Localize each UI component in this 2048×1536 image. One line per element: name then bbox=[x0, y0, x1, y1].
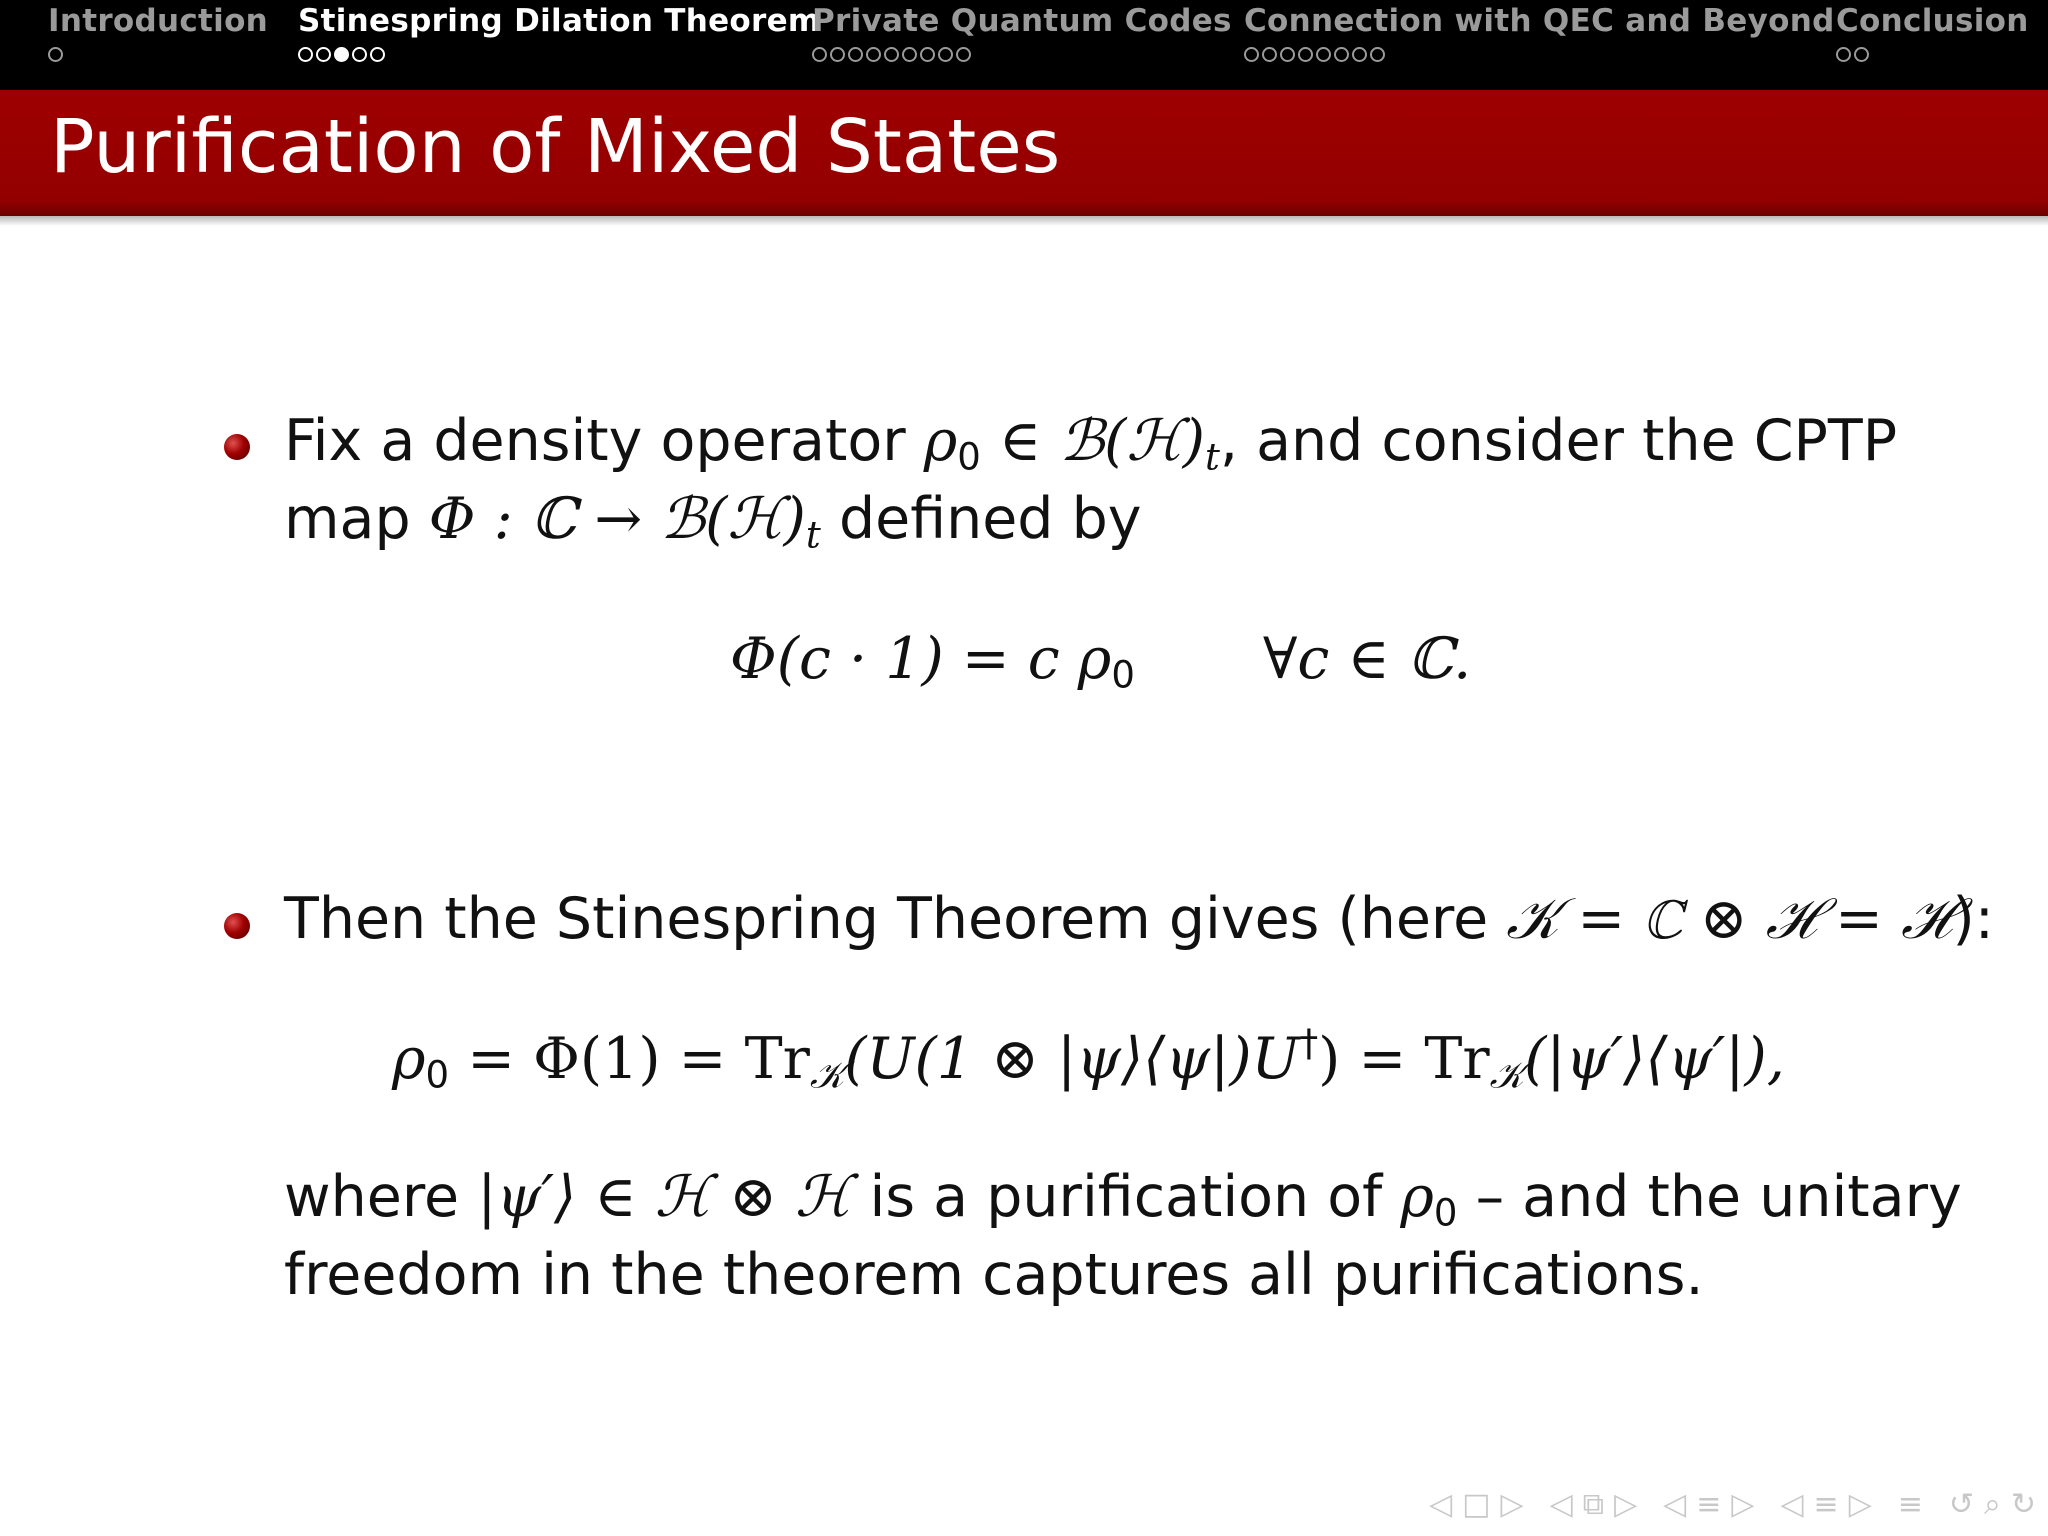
nav-section-5[interactable] bbox=[1836, 3, 2029, 67]
math-bounded-operators: ℬ bbox=[1059, 408, 1105, 474]
nav-slide-dot[interactable] bbox=[298, 47, 313, 62]
text-run: where bbox=[284, 1164, 460, 1230]
text-run: Then the Stinespring Theorem gives (here bbox=[284, 886, 1489, 952]
nav-slide-dot[interactable] bbox=[884, 47, 899, 62]
navigation-symbols bbox=[1429, 1484, 2036, 1524]
nav-slide-dot[interactable] bbox=[1316, 47, 1331, 62]
section-navigation-bar bbox=[0, 0, 2048, 90]
math-run: (|ψ′⟩⟨ψ′|), bbox=[1524, 1026, 1785, 1092]
nav-section-title[interactable]: Private Quantum Codes bbox=[812, 3, 1232, 39]
nav-slide-dot[interactable] bbox=[1836, 47, 1851, 62]
text-run: , and consider the CPTP bbox=[1219, 408, 1898, 474]
math-rho: ρ bbox=[392, 1026, 426, 1092]
paragraph-line-2: freedom in the theorem captures all purifications. bbox=[284, 1242, 1704, 1308]
bullet-2-line-1 bbox=[284, 886, 1994, 953]
nav-section-3[interactable] bbox=[812, 3, 1232, 67]
nav-slide-dots bbox=[1836, 47, 2029, 67]
nav-slide-dots bbox=[812, 47, 1232, 67]
math-run: = Φ(1) = Tr bbox=[467, 1026, 810, 1092]
nav-slide-dot[interactable] bbox=[866, 47, 881, 62]
math-element-of: ∈ bbox=[998, 408, 1042, 474]
nav-section-title[interactable]: Stinespring Dilation Theorem bbox=[298, 3, 821, 39]
nav-slide-dot[interactable] bbox=[1280, 47, 1295, 62]
title-bar-shadow bbox=[0, 216, 2048, 226]
nav-slide-dot[interactable] bbox=[1352, 47, 1367, 62]
paragraph-line-1 bbox=[284, 1164, 1962, 1235]
bullet-marker bbox=[224, 913, 250, 939]
nav-subsection-icon[interactable]: ⧉ bbox=[1582, 1486, 1605, 1522]
text-run: Fix a density operator bbox=[284, 408, 906, 474]
math-subscript: 𝒦 bbox=[809, 1053, 845, 1097]
nav-next-frame-icon[interactable]: ▷ bbox=[1500, 1486, 1524, 1522]
nav-section-title[interactable]: Conclusion bbox=[1836, 3, 2029, 39]
equation-lhs: Φ(c · 1) = c ρ bbox=[730, 626, 1112, 692]
nav-back-icon[interactable]: ↺ bbox=[1948, 1486, 1975, 1522]
math-inline: |ψ′⟩ ∈ ℋ ⊗ ℋ bbox=[477, 1164, 852, 1230]
math-subscript: 0 bbox=[957, 435, 981, 479]
math-superscript: † bbox=[1299, 1021, 1319, 1065]
nav-slide-dot[interactable] bbox=[1244, 47, 1259, 62]
math-run: ) = Tr bbox=[1318, 1026, 1490, 1092]
nav-slide-dot[interactable] bbox=[1334, 47, 1349, 62]
math-subscript: 0 bbox=[1433, 1191, 1458, 1235]
nav-section-4[interactable] bbox=[1244, 3, 1835, 67]
text-run: – and the unitary bbox=[1475, 1164, 1962, 1230]
math-subscript: 0 bbox=[1111, 653, 1135, 697]
nav-next-section-icon[interactable]: ▷ bbox=[1731, 1486, 1755, 1522]
nav-slide-dot[interactable] bbox=[1370, 47, 1385, 62]
math-rho: ρ bbox=[923, 408, 958, 474]
nav-section-title[interactable]: Connection with QEC and Beyond bbox=[1244, 3, 1835, 39]
nav-slide-dot[interactable] bbox=[956, 47, 971, 62]
nav-slide-dot-current[interactable] bbox=[334, 47, 349, 62]
equation-quantifier: ∀c ∈ ℂ. bbox=[1263, 626, 1472, 692]
nav-slide-dots bbox=[1244, 47, 1835, 67]
nav-next-doc-icon[interactable]: ▷ bbox=[1848, 1486, 1872, 1522]
nav-section-title[interactable]: Introduction bbox=[48, 3, 269, 39]
nav-prev-doc-icon[interactable]: ◁ bbox=[1780, 1486, 1804, 1522]
nav-section-icon[interactable]: ≡ bbox=[1696, 1486, 1722, 1522]
frame-title: Purification of Mixed States bbox=[50, 104, 1061, 190]
nav-slide-dot[interactable] bbox=[920, 47, 935, 62]
nav-slide-dot[interactable] bbox=[316, 47, 331, 62]
nav-slide-dots bbox=[298, 47, 821, 67]
text-run: defined by bbox=[838, 486, 1142, 552]
math-subscript: t bbox=[805, 513, 821, 557]
nav-search-icon[interactable]: ⌕ bbox=[1984, 1486, 2001, 1522]
equation-2 bbox=[392, 1021, 1785, 1097]
nav-frame-icon[interactable]: □ bbox=[1462, 1486, 1491, 1522]
bullet-marker bbox=[224, 434, 250, 460]
nav-slide-dots bbox=[48, 47, 268, 67]
equation-1 bbox=[730, 626, 1472, 697]
nav-slide-dot[interactable] bbox=[938, 47, 953, 62]
nav-section-1[interactable] bbox=[48, 3, 268, 67]
math-subscript: 𝒦 bbox=[1489, 1053, 1525, 1097]
nav-prev-subsection-icon[interactable]: ◁ bbox=[1549, 1486, 1573, 1522]
bullet-1-line-2 bbox=[284, 486, 1142, 557]
text-run: is a purification of bbox=[869, 1164, 1383, 1230]
text-run: map bbox=[284, 486, 411, 552]
nav-slide-dot[interactable] bbox=[830, 47, 845, 62]
nav-next-subsection-icon[interactable]: ▷ bbox=[1614, 1486, 1638, 1522]
bullet-1-line-1 bbox=[284, 408, 1898, 479]
nav-slide-dot[interactable] bbox=[352, 47, 367, 62]
nav-slide-dot[interactable] bbox=[48, 47, 63, 62]
text-run: ): bbox=[1952, 886, 1994, 952]
nav-slide-dot[interactable] bbox=[1262, 47, 1277, 62]
nav-doc-icon[interactable]: ≡ bbox=[1813, 1486, 1839, 1522]
nav-slide-dot[interactable] bbox=[812, 47, 827, 62]
nav-slide-dot[interactable] bbox=[902, 47, 917, 62]
math-map: Φ : ℂ → ℬ(ℋ) bbox=[428, 486, 806, 552]
nav-prev-section-icon[interactable]: ◁ bbox=[1663, 1486, 1687, 1522]
math-subscript: 0 bbox=[425, 1053, 450, 1097]
math-run: (U(1 ⊗ |ψ⟩⟨ψ|)U bbox=[844, 1026, 1300, 1092]
nav-slide-dot[interactable] bbox=[1854, 47, 1869, 62]
nav-slide-dot[interactable] bbox=[370, 47, 385, 62]
math-inline: 𝒦 = ℂ ⊗ ℋ = ℋ bbox=[1506, 886, 1953, 952]
nav-slide-dot[interactable] bbox=[848, 47, 863, 62]
nav-forward-icon[interactable]: ↻ bbox=[2010, 1486, 2036, 1522]
nav-prev-frame-icon[interactable]: ◁ bbox=[1429, 1486, 1453, 1522]
math-subscript: t bbox=[1204, 435, 1220, 479]
nav-section-2[interactable] bbox=[298, 3, 821, 67]
math-rho: ρ bbox=[1400, 1164, 1434, 1230]
nav-toc-icon[interactable]: ≡ bbox=[1897, 1486, 1923, 1522]
nav-slide-dot[interactable] bbox=[1298, 47, 1313, 62]
math-hilbert-space: (ℋ) bbox=[1104, 408, 1205, 474]
